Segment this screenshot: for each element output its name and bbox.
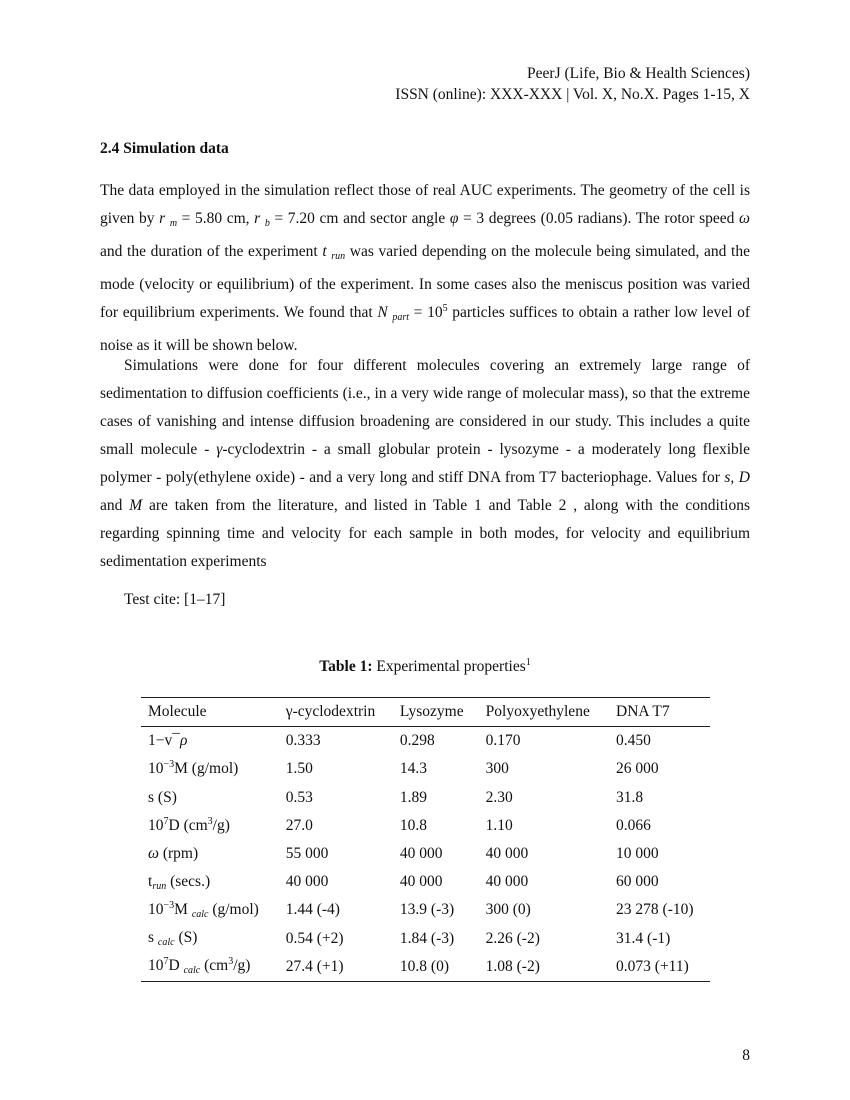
row-label: ω (rpm): [148, 845, 199, 863]
table-cell: 31.8: [616, 788, 644, 806]
table-cell: 0.333: [285, 732, 321, 750]
running-header: [395, 63, 750, 105]
table-cell: 60 000: [616, 873, 659, 891]
section-heading: 2.4 Simulation data: [100, 140, 229, 157]
table-row: [141, 896, 710, 924]
table-cell: 10 000: [616, 845, 659, 863]
table-cell: 40 000: [285, 873, 329, 891]
table-row: [141, 812, 710, 840]
table-cell: 1.84 (-3): [399, 929, 455, 947]
table-caption: Table 1: Experimental properties$^1$: [319, 657, 531, 675]
table-row: [141, 755, 710, 783]
table-cell: 31.4 (-1): [616, 929, 671, 947]
paragraph-simulation-geometry: The data employed in the simulation reflect those of real AUC experiments. The geometry of the cell is given by r $_m$ = 5.80 cm, r $_b$ = 7.20 cm and sector angle φ = 3 degrees (0.05 radians). The rotor speed ω and the duration of the experiment t $_{run}$ was varied depending on the molecule being simulated, and the mode (velocity or equilibrium) of the experiment. In some cases also the meniscus position was varied for equilibrium experiments. We found that N $_{part} = 10^5$ particles suffices to obtain a rather low level of noise as it will be shown below.: [100, 182, 750, 354]
row-label: s $_{calc}$ (S): [148, 929, 198, 949]
table-header-row: [141, 698, 710, 727]
table-cell: 1.89: [399, 788, 428, 806]
row-label: $t_{run}$ (secs.): [148, 872, 211, 892]
table-cell: 300: [485, 760, 509, 778]
table-cell: 0.450: [616, 732, 651, 750]
table-cell: 40 000: [485, 873, 529, 891]
table-cell: 0.298: [399, 732, 435, 750]
table-cell: 1.10: [485, 816, 513, 834]
table-cell: 40 000: [399, 873, 443, 891]
table-cell: 40 000: [399, 845, 443, 863]
table-cell: 1.50: [285, 760, 313, 778]
paragraph-test-cite: Test cite: [1–17]: [124, 591, 226, 608]
table-row: [141, 784, 710, 812]
table-cell: 300 (0): [485, 901, 531, 919]
row-label: $10^{-3}M$ (g/mol): [148, 759, 239, 778]
paragraph-molecules: Simulations were done for four different molecules covering an extremely large range of sedimentation to diffusion coefficients (i.e., in a very wide range of molecular mass), so that the extreme cases of vanishing and intense diffusion broadening are considered in our study. This includes a quite small molecule - γ-cyclodextrin - a small globular protein - lysozyme - a moderately long flexible polymer - poly(ethylene oxide) - and a very long and stiff DNA from T7 bacteriophage. Values for s, D and M are taken from the literature, and listed in Table 1 and Table 2 , along with the conditions regarding spinning time and velocity for each sample in both modes, for velocity and equilibrium sedimentation experiments: [100, 357, 750, 570]
table-row: [141, 868, 710, 896]
table-cell: 27.0: [285, 816, 313, 834]
table-cell: 10.8 (0): [399, 957, 449, 975]
table-cell: 26 000: [616, 760, 659, 778]
column-header-molecule: Molecule: [141, 698, 279, 727]
row-label: $10^{-3}M$ $_{calc}$ (g/mol): [148, 899, 259, 920]
column-header-cyclodextrin: γ-cyclodextrin: [279, 698, 393, 727]
page-number: 8: [742, 1047, 750, 1064]
column-header-polyoxyethylene: Polyoxyethylene: [479, 698, 609, 727]
table-cell: 0.54 (+2): [285, 929, 344, 947]
column-header-dna: DNA T7: [609, 698, 710, 727]
table-cell: 1.44 (-4): [285, 901, 340, 919]
experimental-properties-table: [141, 697, 710, 982]
journal-name: PeerJ (Life, Bio & Health Sciences): [527, 65, 750, 82]
table-cell: 2.30: [485, 788, 513, 806]
table-cell: 13.9 (-3): [399, 901, 455, 919]
table-cell: 40 000: [485, 845, 529, 863]
row-label: 1−v¯ρ: [148, 732, 188, 750]
table-row: [141, 840, 710, 868]
table-cell: 0.066: [616, 816, 651, 834]
table-row: [141, 953, 710, 982]
table-row: [141, 925, 710, 953]
table-cell: 0.170: [485, 732, 521, 750]
table-row: [141, 727, 710, 756]
table-cell: 10.8: [399, 816, 428, 834]
row-label: $10^7D$ $_{calc}$ $(cm^3/g)$: [148, 956, 251, 977]
table-cell: 23 278 (-10): [616, 901, 694, 919]
issn-line: ISSN (online): XXX-XXX | Vol. X, No.X. Pages 1-15, X: [395, 86, 750, 103]
table-cell: 0.53: [285, 788, 313, 806]
column-header-lysozyme: Lysozyme: [393, 698, 479, 727]
table-cell: 55 000: [285, 845, 329, 863]
table-cell: 27.4 (+1): [285, 957, 344, 975]
table-cell: 2.26 (-2): [485, 929, 540, 947]
table-cell: 1.08 (-2): [485, 957, 540, 975]
row-label: $10^7D$ $(cm^3/g)$: [148, 815, 230, 834]
table-cell: 14.3: [399, 760, 428, 778]
table-cell: 0.073 (+11): [616, 957, 689, 975]
row-label: s (S): [148, 788, 177, 806]
